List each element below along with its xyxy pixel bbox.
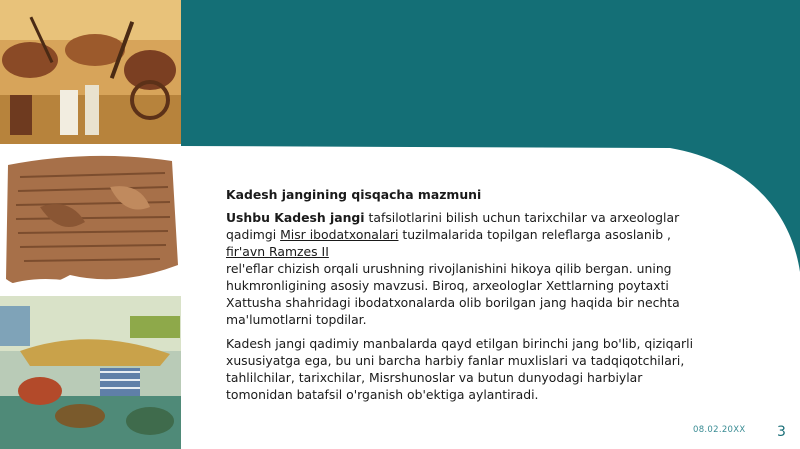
battle-painting-image (0, 0, 181, 144)
paragraph-2: Kadesh jangi qadimiy manbalarda qayd etilgan birinchi jang bo'lib, qiziqarli xususiyatga ega, bu uni barcha harbiy fanlar muxlislari va tadqiqotchilari, tahlilchilar, tarixchilar, Misrshunoslar va butun dunyodagi harbiylar tomonidan batafsil o'rganish ob'ektiga aylantiradi. (226, 336, 694, 402)
ship-battle-painting-image (0, 296, 181, 449)
slide-date: 08.02.20XX (693, 425, 746, 435)
text-content (226, 186, 706, 410)
paragraph-1-text-2: tuzilmalarida topilgan releflarga asoslanib , (398, 227, 671, 242)
paragraph-1-text-1: tafsilotlarini bilish uchun tarixchilar va arxeologlar qadimgi (226, 210, 680, 242)
page-number: 3 (777, 424, 786, 440)
clay-tablet-image (0, 147, 181, 295)
paragraph-1-text-3: rel'eflar chizish orqali urushning rivojlanishini hikoya qilib bergan. uning hukmronligining asosiy mavzusi. Biroq, arxeologlar Xettlarning poytaxti Xattusha shahridagi ibodatxonalarda olib borilgan jang haqida bir nechta ma'lumotlarni topdilar. (226, 261, 680, 327)
bold-phrase: Ushbu Kadesh jangi (226, 210, 365, 225)
paragraph-1 (226, 209, 706, 328)
slide-heading: Kadesh jangining qisqacha mazmuni (226, 187, 482, 202)
link-firavn-ramzes-ii[interactable]: fir'avn Ramzes II (226, 244, 329, 259)
link-misr-ibodatxonalari[interactable]: Misr ibodatxonalari (280, 227, 399, 242)
